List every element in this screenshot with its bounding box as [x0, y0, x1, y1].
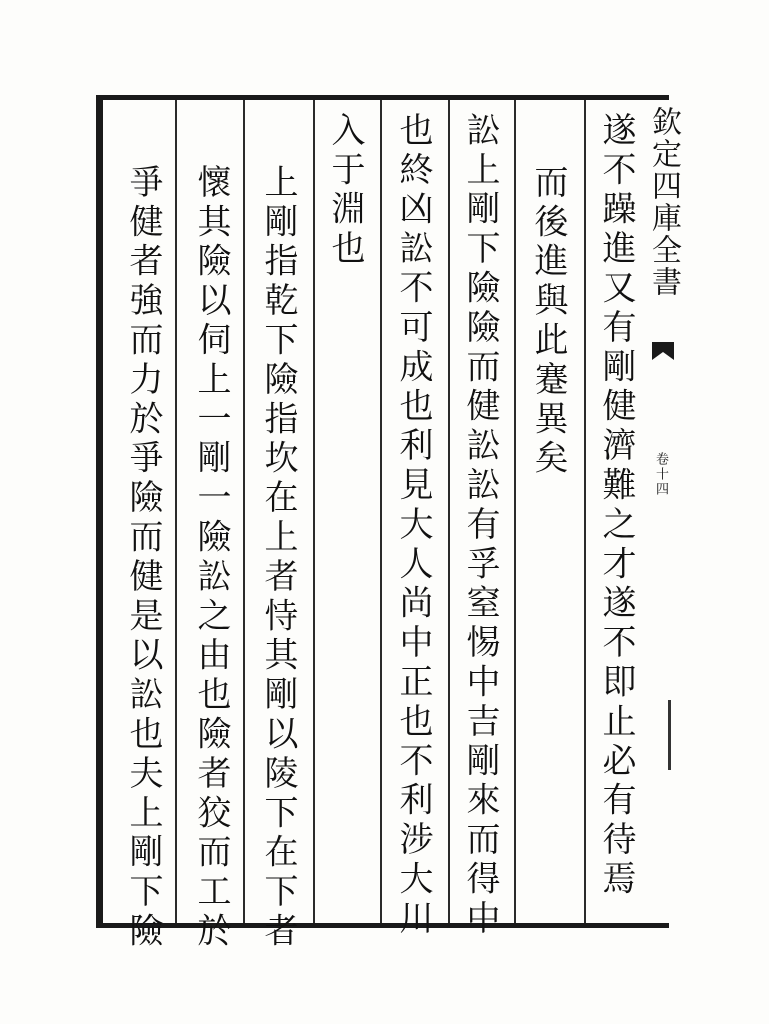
text-column-6: 上剛指乾下險指坎在上者恃其剛以陵下在下者	[258, 164, 298, 952]
column-rule	[448, 100, 450, 923]
border-bottom-stub	[645, 923, 669, 928]
fish-tail-mark-icon	[650, 340, 676, 362]
margin-volume: 卷十四	[653, 452, 668, 497]
column-rule	[584, 100, 586, 923]
column-rule	[514, 100, 516, 923]
text-column-3: 訟上剛下險險而健訟訟有孚窒惕中吉剛來而得中	[460, 112, 500, 940]
text-column-8: 爭健者強而力於爭險而健是以訟也夫上剛下險	[123, 164, 163, 952]
text-column-7: 懷其險以伺上一剛一險訟之由也險者狡而工於	[191, 164, 231, 952]
column-rule	[380, 100, 382, 923]
margin-title: 欽定四庫全書	[646, 106, 681, 298]
margin-tick	[668, 700, 671, 770]
text-column-1: 遂不躁進又有剛健濟難之才遂不即止必有待焉	[596, 112, 636, 900]
column-rule	[175, 100, 177, 923]
text-column-2: 而後進與此蹇異矣	[528, 164, 568, 480]
column-rule	[313, 100, 315, 923]
border-top-stub	[645, 95, 669, 100]
text-column-4: 也終凶訟不可成也利見大人尚中正也不利涉大川	[393, 112, 433, 940]
column-rule	[243, 100, 245, 923]
text-column-5: 入于淵也	[325, 112, 365, 270]
